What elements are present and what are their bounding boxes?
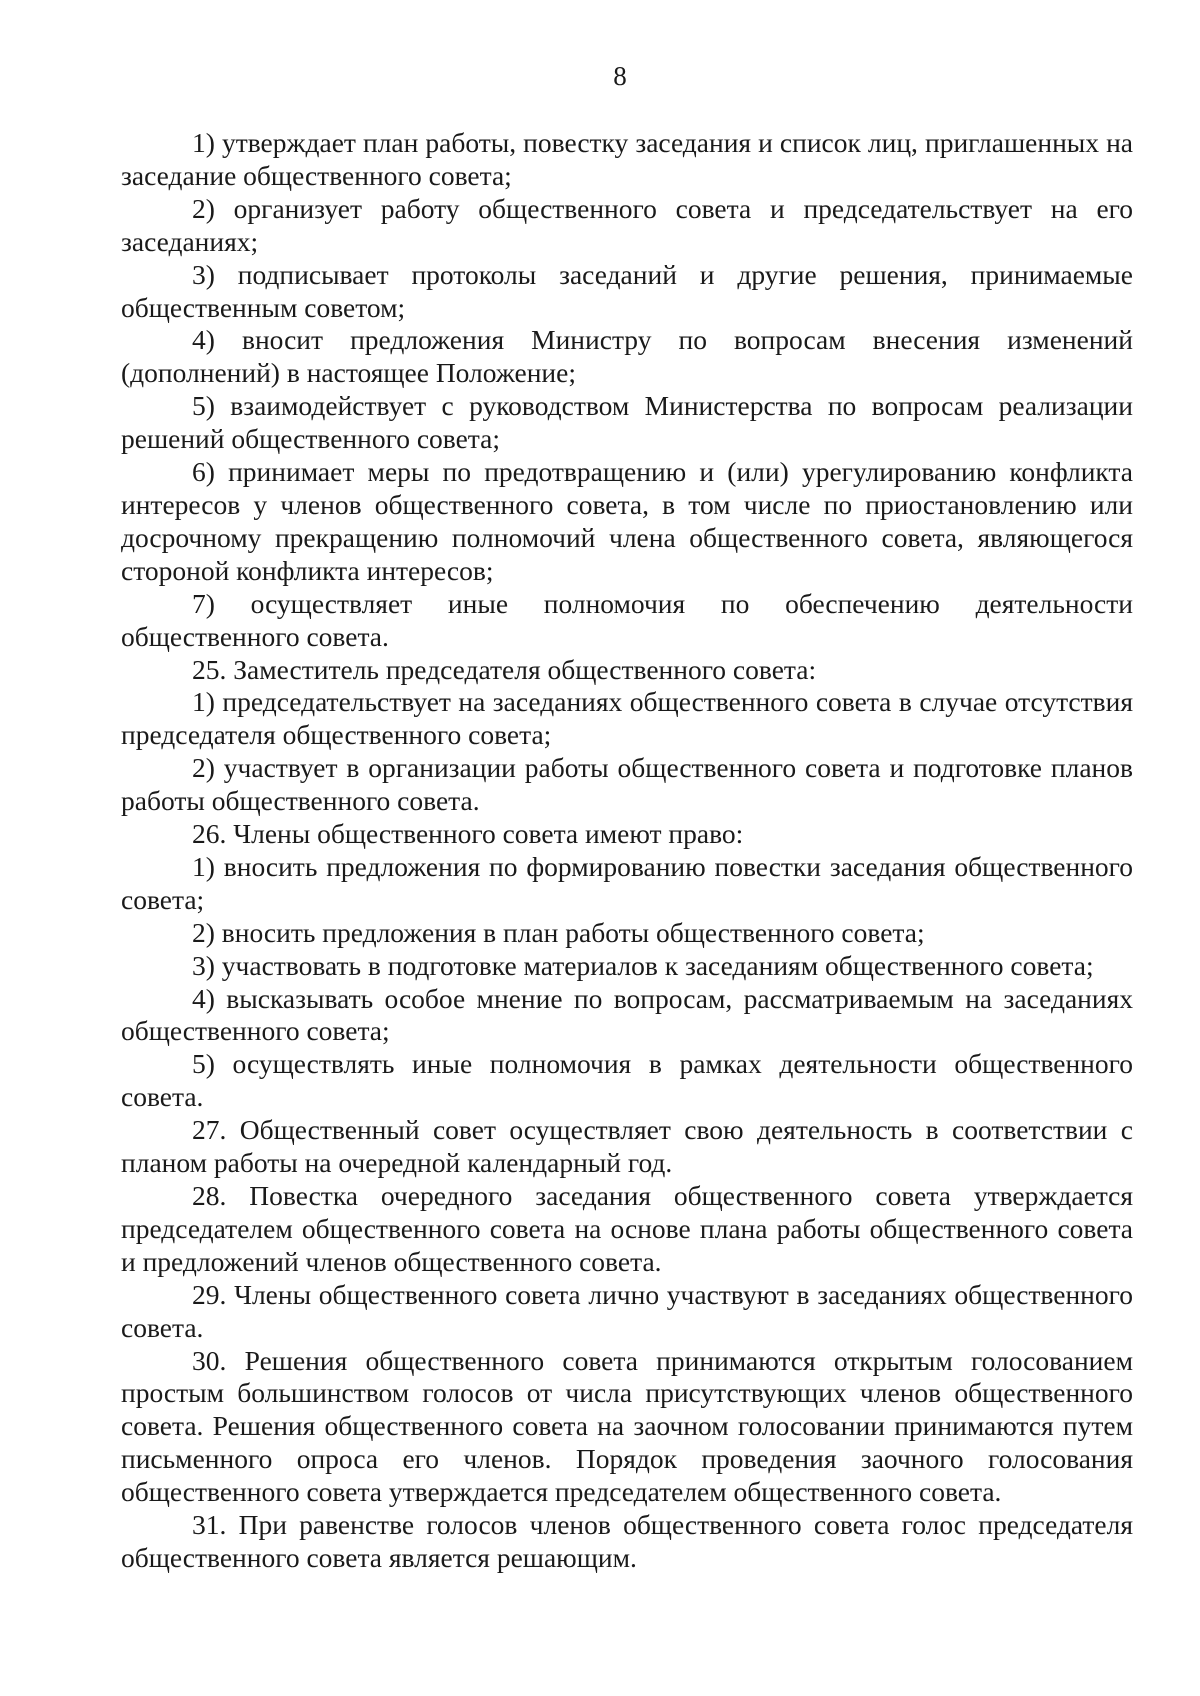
paragraph-section-29: 29. Члены общественного совета лично участвуют в заседаниях общественного совета. [121, 1278, 1133, 1343]
paragraph-section-28: 28. Повестка очередного заседания общественного совета утверждается председателем общественного совета на основе плана работы общественного совета и предложений членов общественного совета. [121, 1180, 1133, 1277]
paragraph-chair-duty-1: 1) утверждает план работы, повестку заседания и список лиц, приглашенных на заседание общественного совета; [121, 127, 1133, 191]
page-number: 8 [613, 61, 627, 91]
paragraph-member-right-5: 5) осуществлять иные полномочия в рамках деятельности общественного совета. [121, 1048, 1133, 1113]
paragraph-member-right-4: 4) высказывать особое мнение по вопросам, рассматриваемым на заседаниях общественного совета; [121, 982, 1133, 1047]
paragraph-section-31: 31. При равенстве голосов членов общественного совета голос председателя общественного совета является решающим. [121, 1509, 1133, 1573]
paragraph-section-30: 30. Решения общественного совета принимаются открытым голосованием простым большинством голосов от числа присутствующих членов общественного совета. Решения общественного совета на заочном голосовании принимаются путем письменного опроса его членов. Порядок проведения заочного голосования общественного совета утверждается председателем общественного совета. [121, 1344, 1133, 1508]
paragraph-member-right-1: 1) вносить предложения по формированию повестки заседания общественного совета; [121, 850, 1133, 915]
paragraph-deputy-duty-1: 1) председательствует на заседаниях общественного совета в случае отсутствия председателя общественного совета; [121, 686, 1133, 751]
paragraph-chair-duty-5: 5) взаимодействует с руководством Министерства по вопросам реализации решений общественного совета; [121, 390, 1133, 455]
paragraph-chair-duty-2: 2) организует работу общественного совета и председательствует на его заседаниях; [121, 192, 1133, 257]
paragraph-section-26: 26. Члены общественного совета имеют право: [192, 818, 744, 850]
paragraph-member-right-2: 2) вносить предложения в план работы общественного совета; [192, 916, 925, 948]
document-body [121, 127, 1133, 1575]
paragraph-chair-duty-7: 7) осуществляет иные полномочия по обеспечению деятельности общественного совета. [121, 587, 1133, 652]
paragraph-chair-duty-3: 3) подписывает протоколы заседаний и другие решения, принимаемые общественным советом; [121, 258, 1133, 323]
paragraph-chair-duty-6: 6) принимает меры по предотвращению и (или) урегулированию конфликта интересов у членов общественного совета, в том числе по приостановлению или досрочному прекращению полномочий члена общественного совета, являющегося стороной конфликта интересов; [121, 456, 1133, 586]
paragraph-section-27: 27. Общественный совет осуществляет свою деятельность в соответствии с планом работы на очередной календарный год. [121, 1114, 1133, 1179]
paragraph-deputy-duty-2: 2) участвует в организации работы общественного совета и подготовке планов работы общественного совета. [121, 752, 1133, 817]
paragraph-chair-duty-4: 4) вносит предложения Министру по вопросам внесения изменений (дополнений) в настоящее Положение; [121, 324, 1133, 389]
paragraph-member-right-3: 3) участвовать в подготовке материалов к заседаниям общественного совета; [192, 949, 1094, 981]
paragraph-section-25: 25. Заместитель председателя общественного совета: [192, 653, 817, 685]
